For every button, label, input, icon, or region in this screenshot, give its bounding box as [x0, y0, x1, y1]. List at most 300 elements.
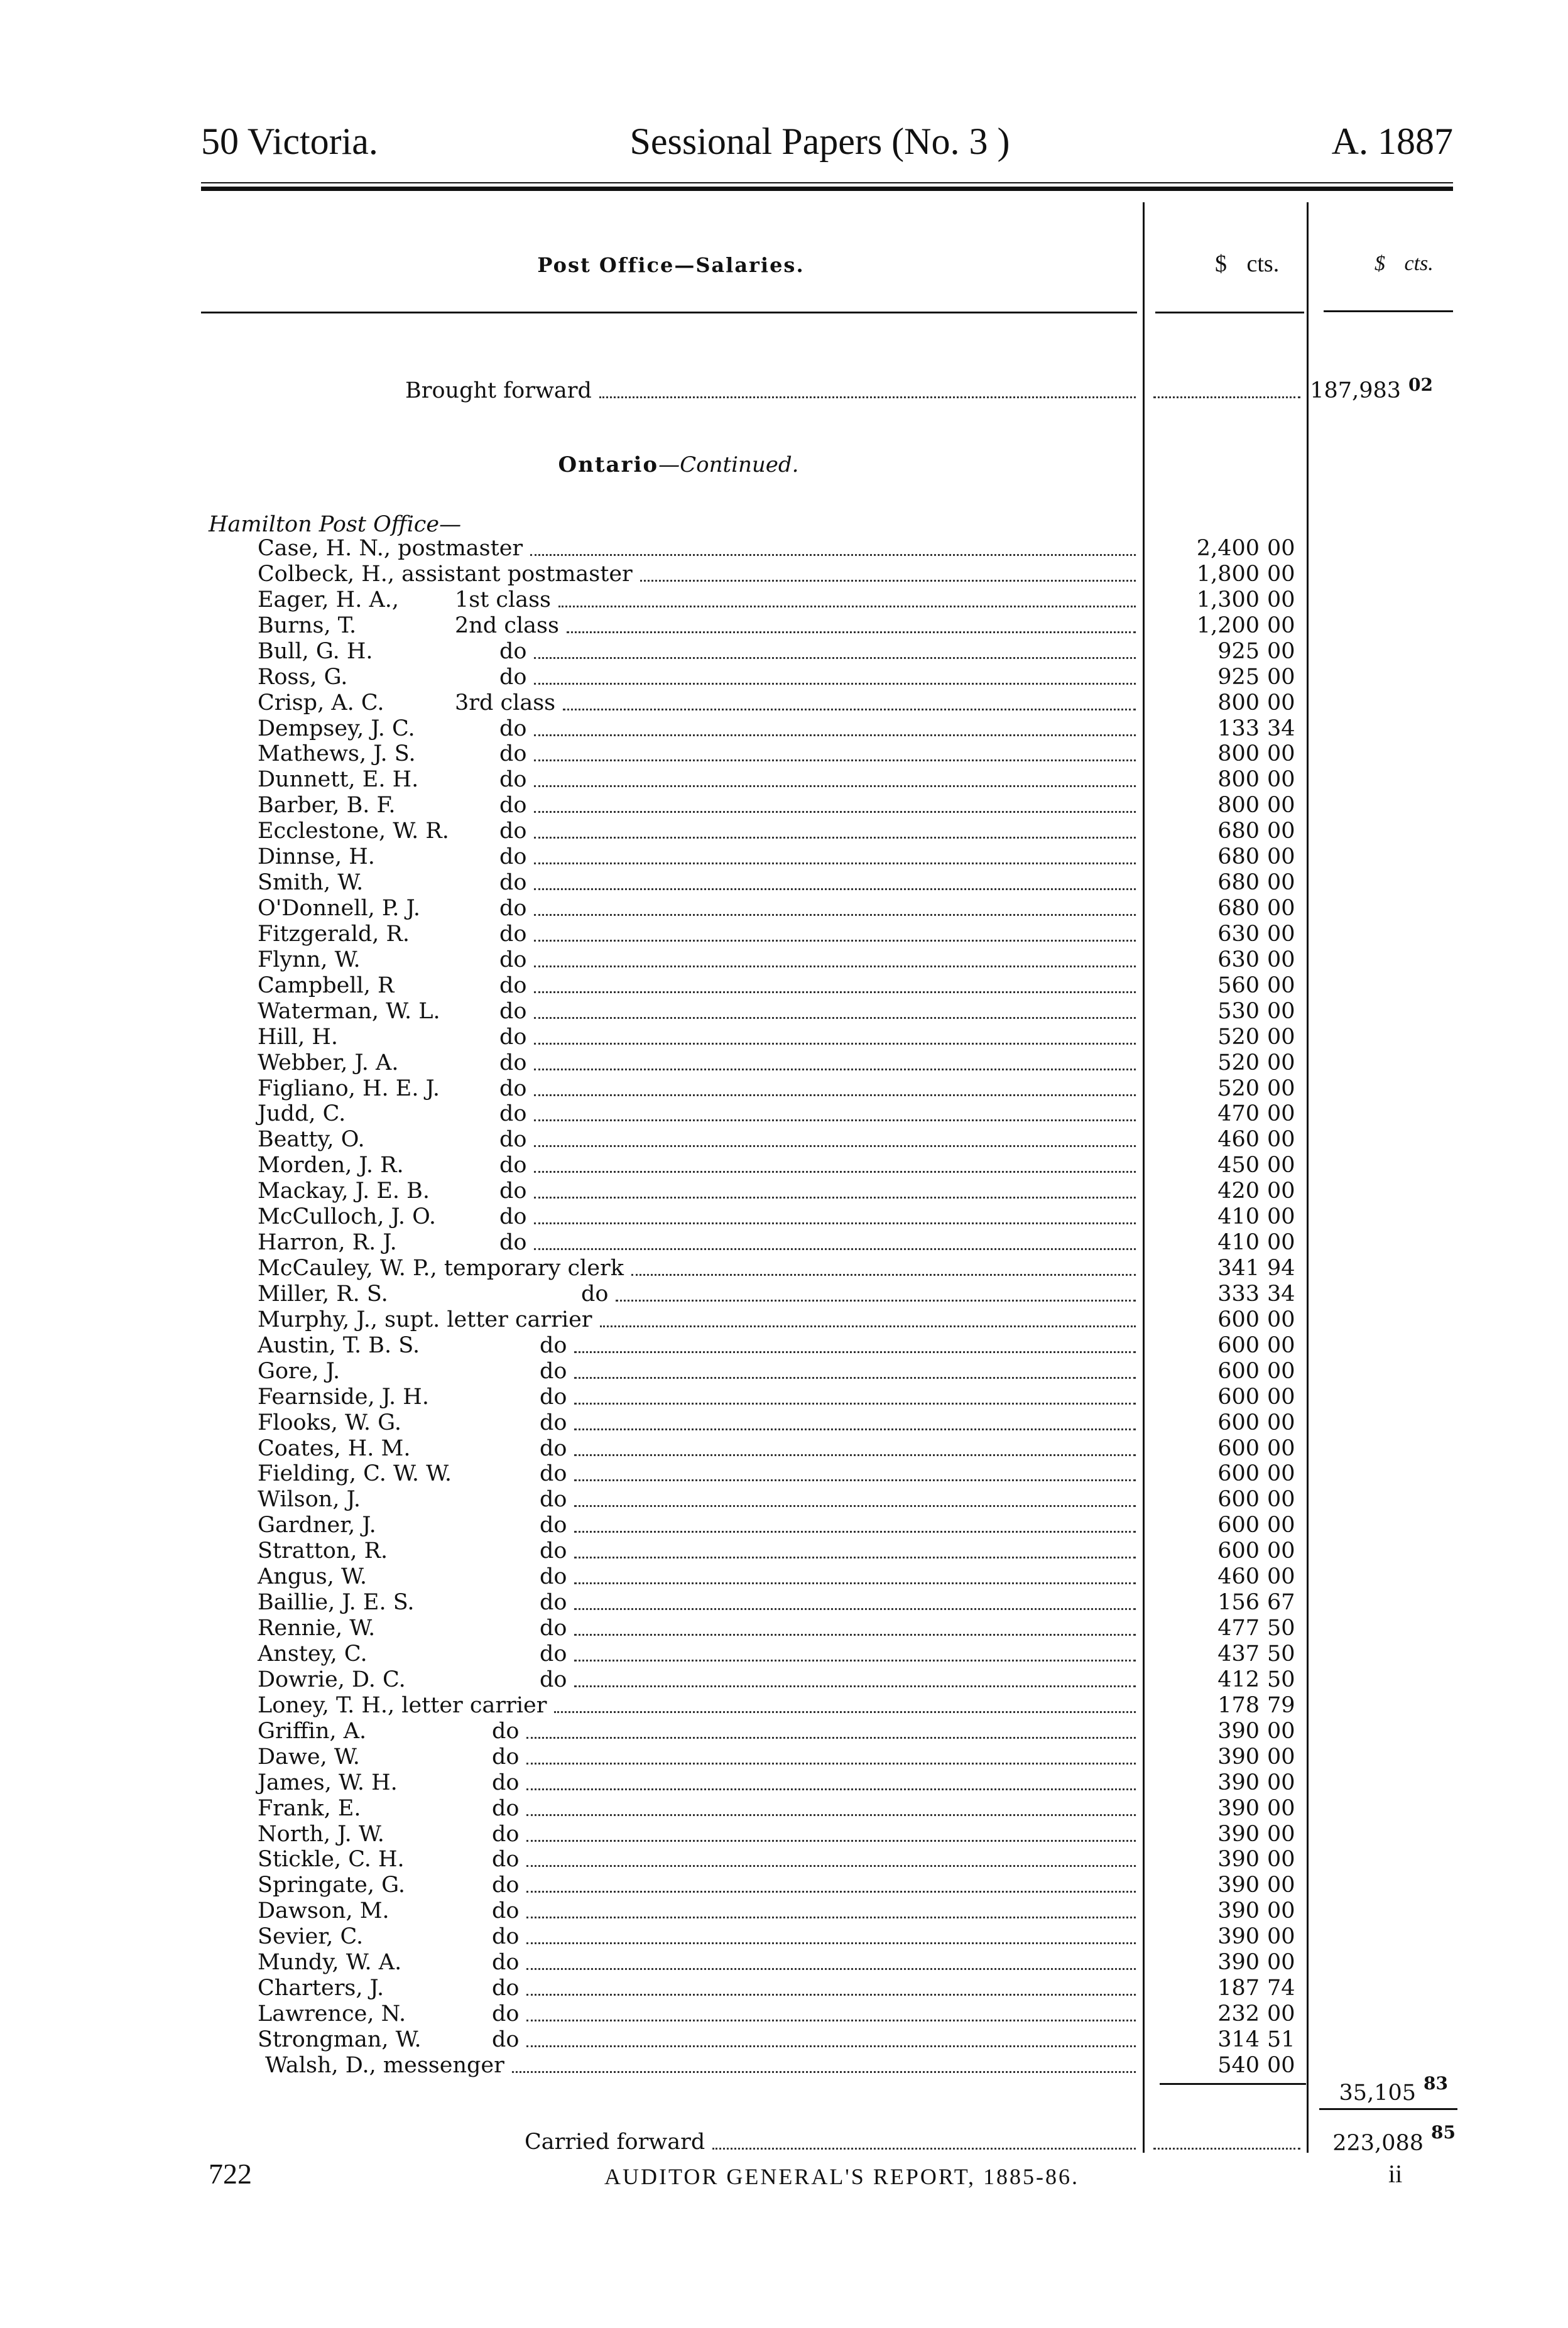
table-row [258, 973, 1136, 999]
amount-dollars: 1,300 [1196, 587, 1260, 612]
amount-cents: 00 [1267, 767, 1295, 793]
employee-name: Miller, R. S. [258, 1281, 388, 1307]
dot-leader [712, 2148, 1136, 2150]
dot-leader [616, 1300, 1136, 1302]
amount-dollars: 460 [1217, 1564, 1260, 1590]
amount-cents: 50 [1267, 1667, 1295, 1692]
dot-leader [599, 396, 1136, 398]
employee-name: Fitzgerald, R. [258, 921, 410, 947]
table-row [258, 1076, 1136, 1102]
employee-name: McCulloch, J. O. [258, 1204, 436, 1230]
amount-cents: 00 [1267, 1178, 1295, 1204]
amount-cents: 00 [1267, 1950, 1295, 1976]
employee-name: Morden, J. R. [258, 1153, 404, 1178]
subtotal-dollars: 35,105 [1339, 2081, 1416, 2106]
position-label: do [499, 1153, 527, 1178]
amount-dollars: 520 [1217, 1075, 1260, 1101]
position-label: 1st class [455, 587, 552, 612]
table-row [258, 1564, 1136, 1590]
header-rule-amount [1155, 312, 1304, 313]
dot-leader [534, 1222, 1136, 1224]
amount-dollars: 412 [1217, 1667, 1260, 1692]
amount-cents: 00 [1267, 1461, 1295, 1487]
amount-dollars: 133 [1217, 715, 1260, 741]
position-label: do [540, 1384, 567, 1410]
table-row [258, 2027, 1136, 2053]
position-label: do [540, 1513, 567, 1538]
employee-name: Harron, R. J. [258, 1230, 397, 1256]
position-label: do [499, 921, 527, 947]
position-label: 3rd class [455, 690, 556, 715]
employee-name: Baillie, J. E. S. [258, 1590, 415, 1616]
table-row [258, 1281, 1136, 1307]
amount-dollars: 460 [1217, 1127, 1260, 1153]
amount-cents: 00 [1267, 1075, 1295, 1101]
position-label: do [540, 1410, 567, 1435]
employee-name: Dinnse, H. [258, 844, 375, 870]
amount-cents: 00 [1267, 1024, 1295, 1050]
dot-leader [600, 1325, 1136, 1327]
position-label: do [492, 1795, 520, 1821]
province-name: Ontario [558, 452, 659, 477]
employee-name: Strongman, W. [258, 2026, 422, 2052]
table-row [258, 1436, 1136, 1462]
table-row [258, 1050, 1136, 1076]
position-label: do [492, 2026, 520, 2052]
dot-leader [526, 1737, 1136, 1739]
table-row [258, 947, 1136, 973]
amount-dollars: 1,200 [1196, 612, 1260, 638]
table-row [258, 716, 1136, 742]
amount-dollars: 680 [1217, 896, 1260, 922]
dot-leader [574, 1531, 1136, 1533]
table-row [258, 1410, 1136, 1436]
table-row [258, 587, 1136, 613]
amount-cents: 34 [1267, 1281, 1295, 1307]
employee-name: Dawson, M. [258, 1898, 389, 1924]
amount-dollars: 1,800 [1196, 561, 1260, 587]
position-label: do [499, 1101, 527, 1127]
amount-dollars: 470 [1217, 1101, 1260, 1127]
amount-cents: 00 [1267, 998, 1295, 1024]
table-row [258, 613, 1136, 639]
amount-dollars: 680 [1217, 819, 1260, 844]
amount-cents: 00 [1267, 1410, 1295, 1435]
carried-forward-row [525, 2129, 1136, 2155]
amount-dollars: 390 [1217, 1744, 1260, 1770]
section-heading [427, 451, 930, 479]
position-label: do [540, 1461, 567, 1487]
employee-name: Judd, C. [258, 1101, 346, 1127]
amount-dollars: 680 [1217, 870, 1260, 896]
dot-leader [526, 2020, 1136, 2021]
dot-leader [526, 1891, 1136, 1893]
top-rule-thick [201, 187, 1453, 191]
position-label: do [499, 1127, 527, 1153]
dot-leader [534, 837, 1136, 839]
position-label: do [492, 1924, 520, 1950]
employee-name: Flooks, W. G. [258, 1410, 401, 1435]
amount-dollars: 232 [1217, 2001, 1260, 2026]
table-row [258, 1307, 1136, 1333]
table-row [258, 1898, 1136, 1924]
dot-leader [534, 940, 1136, 942]
amount-dollars: 600 [1217, 1538, 1260, 1564]
employee-name: Angus, W. [258, 1564, 367, 1590]
table-row [258, 767, 1136, 793]
amount-dollars: 390 [1217, 1950, 1260, 1976]
dot-leader [534, 785, 1136, 787]
amount-dollars: 390 [1217, 1898, 1260, 1924]
dot-leader [574, 1428, 1136, 1430]
dot-leader [574, 1608, 1136, 1610]
amount-dollars: 390 [1217, 1718, 1260, 1744]
table-row [258, 1025, 1136, 1050]
position-label: do [499, 638, 527, 664]
dot-leader [534, 1119, 1136, 1121]
table-row [258, 1204, 1136, 1230]
dot-leader [631, 1274, 1136, 1276]
position-label: do [540, 1616, 567, 1641]
amount-dollars: 437 [1217, 1641, 1260, 1667]
table-row [265, 2053, 1136, 2079]
employee-name: Lawrence, N. [258, 2001, 406, 2026]
dot-leader [574, 1403, 1136, 1405]
position-label: do [499, 1178, 527, 1204]
employee-name: Anstey, C. [258, 1641, 368, 1667]
dot-leader [534, 759, 1136, 761]
dot-leader [526, 2045, 1136, 2047]
amount-dollars: 390 [1217, 1847, 1260, 1873]
employee-name: Flynn, W. [258, 947, 361, 972]
amount-cents: 00 [1267, 1795, 1295, 1821]
table-row [258, 1538, 1136, 1564]
amount-cents: 00 [1267, 587, 1295, 612]
amount-dollars: 600 [1217, 1384, 1260, 1410]
column-header-amount: $ cts. [1215, 251, 1280, 277]
table-row [258, 639, 1136, 665]
employee-name: Colbeck, H., assistant postmaster [258, 561, 633, 587]
employee-name: Mundy, W. A. [258, 1950, 402, 1976]
table-row [258, 922, 1136, 947]
amount-dollars: 341 [1217, 1256, 1260, 1281]
position-label: do [492, 1976, 520, 2001]
employee-name: Dempsey, J. C. [258, 715, 415, 741]
table-row [258, 1667, 1136, 1693]
amount-cents: 00 [1267, 1204, 1295, 1230]
amount-dollars: 800 [1217, 690, 1260, 715]
employee-name: Walsh, D., messenger [265, 2052, 504, 2078]
amount-dollars: 390 [1217, 1873, 1260, 1898]
amount-cents: 00 [1267, 1847, 1295, 1873]
position-label: do [499, 1050, 527, 1075]
employee-name: Beatty, O. [258, 1127, 365, 1153]
position-label: do [499, 1230, 527, 1256]
employee-name: Charters, J. [258, 1976, 384, 2001]
amount-dollars: 600 [1217, 1332, 1260, 1358]
table-row [258, 1461, 1136, 1487]
dot-leader [574, 1582, 1136, 1584]
amount-cents: 67 [1267, 1590, 1295, 1616]
table-row [258, 1359, 1136, 1384]
amount-dollars: 600 [1217, 1358, 1260, 1384]
amount-dollars: 2,400 [1196, 536, 1260, 561]
amount-cents: 00 [1267, 1924, 1295, 1950]
amount-cents: 00 [1267, 870, 1295, 896]
employee-name: Rennie, W. [258, 1616, 376, 1641]
position-label: do [492, 1718, 520, 1744]
employee-name: Coates, H. M. [258, 1435, 411, 1461]
amount-cents: 34 [1267, 715, 1295, 741]
employee-name: Eager, H. A., [258, 587, 399, 612]
employee-name: Ross, G. [258, 664, 348, 690]
amount-dollars: 420 [1217, 1178, 1260, 1204]
dot-leader [526, 1814, 1136, 1816]
table-row [258, 536, 1136, 562]
position-label: do [581, 1281, 609, 1307]
dot-leader [526, 1942, 1136, 1944]
position-label: do [499, 1204, 527, 1230]
amount-dollars: 925 [1217, 664, 1260, 690]
brought-forward-row [405, 378, 1136, 404]
amount-cents: 50 [1267, 1641, 1295, 1667]
column-rule-cents [1143, 202, 1145, 2153]
dot-leader [574, 1634, 1136, 1636]
table-row [258, 2001, 1136, 2027]
table-row [258, 1924, 1136, 1950]
amount-cents: 74 [1267, 1976, 1295, 2001]
dot-leader [534, 1043, 1136, 1045]
table-row [258, 1127, 1136, 1153]
dot-leader [563, 709, 1136, 710]
position-label: do [492, 1847, 520, 1873]
continued-label: —Continued. [658, 452, 799, 477]
position-label: do [540, 1667, 567, 1692]
amount-dollars: 178 [1217, 1692, 1260, 1718]
table-row [258, 1693, 1136, 1719]
amount-dollars: 333 [1217, 1281, 1260, 1307]
position-label: do [499, 819, 527, 844]
brought-forward-amount-leader [1153, 378, 1300, 404]
table-row [258, 819, 1136, 844]
amount-cents: 00 [1267, 1050, 1295, 1075]
header-rule [201, 312, 1137, 313]
amount-dollars: 680 [1217, 844, 1260, 870]
employee-name: Gore, J. [258, 1358, 340, 1384]
amount-cents: 00 [1267, 1898, 1295, 1924]
amount-dollars: 520 [1217, 1024, 1260, 1050]
position-label: do [499, 715, 527, 741]
position-label: do [499, 844, 527, 870]
position-label: do [492, 1821, 520, 1847]
dot-leader [526, 1865, 1136, 1867]
amount-dollars: 925 [1217, 638, 1260, 664]
dot-leader [558, 606, 1136, 607]
position-label: do [499, 870, 527, 896]
brought-forward-label: Brought forward [405, 378, 592, 403]
employee-name: Frank, E. [258, 1795, 361, 1821]
position-label: do [499, 1024, 527, 1050]
amount-cents: 00 [1267, 1153, 1295, 1178]
amount-dollars: 540 [1217, 2052, 1260, 2078]
amount-cents: 00 [1267, 1487, 1295, 1513]
amount-dollars: 390 [1217, 1821, 1260, 1847]
dot-leader [526, 1840, 1136, 1842]
publication-title: Sessional Papers (No. 3 ) [629, 121, 1010, 162]
dot-leader [526, 1968, 1136, 1970]
table-row [258, 1178, 1136, 1204]
amount-cents: 79 [1267, 1692, 1295, 1718]
amount-dollars: 630 [1217, 947, 1260, 972]
table-row [258, 1487, 1136, 1513]
brought-forward-cents: 02 [1408, 374, 1433, 395]
table-row [258, 1641, 1136, 1667]
amount-cents: 00 [1267, 1873, 1295, 1898]
amount-cents: 00 [1267, 793, 1295, 819]
employee-name: Smith, W. [258, 870, 364, 896]
amount-dollars: 800 [1217, 741, 1260, 767]
carried-forward-label: Carried forward [525, 2129, 705, 2155]
dot-leader [534, 1094, 1136, 1096]
employee-name: Gardner, J. [258, 1513, 376, 1538]
employee-name: North, J. W. [258, 1821, 384, 1847]
amount-cents: 00 [1267, 1230, 1295, 1256]
amount-dollars: 187 [1217, 1976, 1260, 2001]
dot-leader [1153, 2148, 1300, 2150]
amount-dollars: 600 [1217, 1307, 1260, 1332]
dot-leader [534, 965, 1136, 967]
column-header-total: $ cts. [1375, 252, 1434, 275]
table-row [258, 1101, 1136, 1127]
amount-cents: 00 [1267, 638, 1295, 664]
amount-dollars: 600 [1217, 1435, 1260, 1461]
position-label: 2nd class [455, 612, 559, 638]
employee-name: Waterman, W. L. [258, 998, 440, 1024]
employee-name: Wilson, J. [258, 1487, 361, 1513]
table-row [258, 1230, 1136, 1256]
employee-name: Stickle, C. H. [258, 1847, 405, 1873]
position-label: do [540, 1641, 567, 1667]
dot-leader [574, 1377, 1136, 1379]
position-label: do [540, 1358, 567, 1384]
amount-dollars: 410 [1217, 1204, 1260, 1230]
dot-leader [534, 683, 1136, 685]
table-row [258, 1873, 1136, 1898]
position-label: do [499, 664, 527, 690]
employee-name: Burns, T. [258, 612, 357, 638]
amount-cents: 00 [1267, 1744, 1295, 1770]
table-row [258, 741, 1136, 767]
dot-leader [534, 811, 1136, 813]
position-label: do [540, 1590, 567, 1616]
amount-cents: 00 [1267, 1127, 1295, 1153]
amount-cents: 00 [1267, 1307, 1295, 1332]
dot-leader [534, 1069, 1136, 1070]
dot-leader [534, 862, 1136, 864]
position-label: do [499, 947, 527, 972]
table-row [258, 1513, 1136, 1538]
amount-dollars: 800 [1217, 793, 1260, 819]
folio-number: ii [1388, 2160, 1403, 2188]
table-row [258, 1384, 1136, 1410]
office-heading: Hamilton Post Office— [209, 512, 462, 537]
employee-name: McCauley, W. P., temporary clerk [258, 1256, 624, 1281]
dot-leader [530, 554, 1136, 556]
employee-name: Dawe, W. [258, 1744, 360, 1770]
carried-forward-cents: 85 [1431, 2122, 1456, 2143]
amount-cents: 51 [1267, 2026, 1295, 2052]
amount-cents: 00 [1267, 921, 1295, 947]
dot-leader [534, 914, 1136, 916]
amount-dollars: 600 [1217, 1513, 1260, 1538]
amount-cents: 00 [1267, 819, 1295, 844]
table-row [258, 1796, 1136, 1822]
employee-name: Austin, T. B. S. [258, 1332, 420, 1358]
employee-name: Dowrie, D. C. [258, 1667, 406, 1692]
subtotal-rule-amount [1160, 2083, 1306, 2085]
dot-leader [554, 1711, 1136, 1713]
employee-name: Hill, H. [258, 1024, 339, 1050]
dot-leader [526, 1994, 1136, 1996]
amount-cents: 00 [1267, 2001, 1295, 2026]
amount-cents: 00 [1267, 536, 1295, 561]
session-label: 50 Victoria. [201, 121, 378, 162]
amount-dollars: 410 [1217, 1230, 1260, 1256]
dot-leader [640, 580, 1136, 582]
amount-cents: 00 [1267, 690, 1295, 715]
employee-name: Murphy, J., supt. letter carrier [258, 1307, 592, 1332]
position-label: do [540, 1564, 567, 1590]
amount-dollars: 600 [1217, 1461, 1260, 1487]
publication-year: A. 1887 [1331, 121, 1453, 162]
position-label: do [540, 1538, 567, 1564]
amount-cents: 00 [1267, 972, 1295, 998]
position-label: do [492, 1873, 520, 1898]
employee-name: Ecclestone, W. R. [258, 819, 449, 844]
employee-name: Springate, G. [258, 1873, 405, 1898]
amount-cents: 00 [1267, 1358, 1295, 1384]
amount-cents: 00 [1267, 1332, 1295, 1358]
employee-name: Mackay, J. E. B. [258, 1178, 430, 1204]
employee-name: Fearnside, J. H. [258, 1384, 429, 1410]
employee-name: Loney, T. H., letter carrier [258, 1692, 547, 1718]
dot-leader [534, 657, 1136, 659]
table-row [258, 1770, 1136, 1796]
page-number: 722 [209, 2158, 252, 2190]
amount-dollars: 390 [1217, 1795, 1260, 1821]
amount-cents: 94 [1267, 1256, 1295, 1281]
position-label: do [499, 767, 527, 793]
employee-name: Bull, G. H. [258, 638, 373, 664]
employee-name: Sevier, C. [258, 1924, 364, 1950]
dot-leader [534, 1248, 1136, 1250]
amount-cents: 00 [1267, 1821, 1295, 1847]
subtotal-rule-total [1319, 2108, 1457, 2110]
table-row [258, 896, 1136, 922]
amount-dollars: 156 [1217, 1590, 1260, 1616]
dot-leader [512, 2071, 1136, 2073]
amount-dollars: 630 [1217, 921, 1260, 947]
table-row [258, 1256, 1136, 1281]
report-title: AUDITOR GENERAL'S REPORT, 1885-86. [604, 2164, 1079, 2189]
amount-dollars: 520 [1217, 1050, 1260, 1075]
table-row [258, 870, 1136, 896]
amount-cents: 00 [1267, 1564, 1295, 1590]
amount-cents: 00 [1267, 741, 1295, 767]
top-rule-thin [201, 182, 1453, 183]
table-row [258, 844, 1136, 870]
carried-forward-dollars: 223,088 [1332, 2131, 1424, 2156]
